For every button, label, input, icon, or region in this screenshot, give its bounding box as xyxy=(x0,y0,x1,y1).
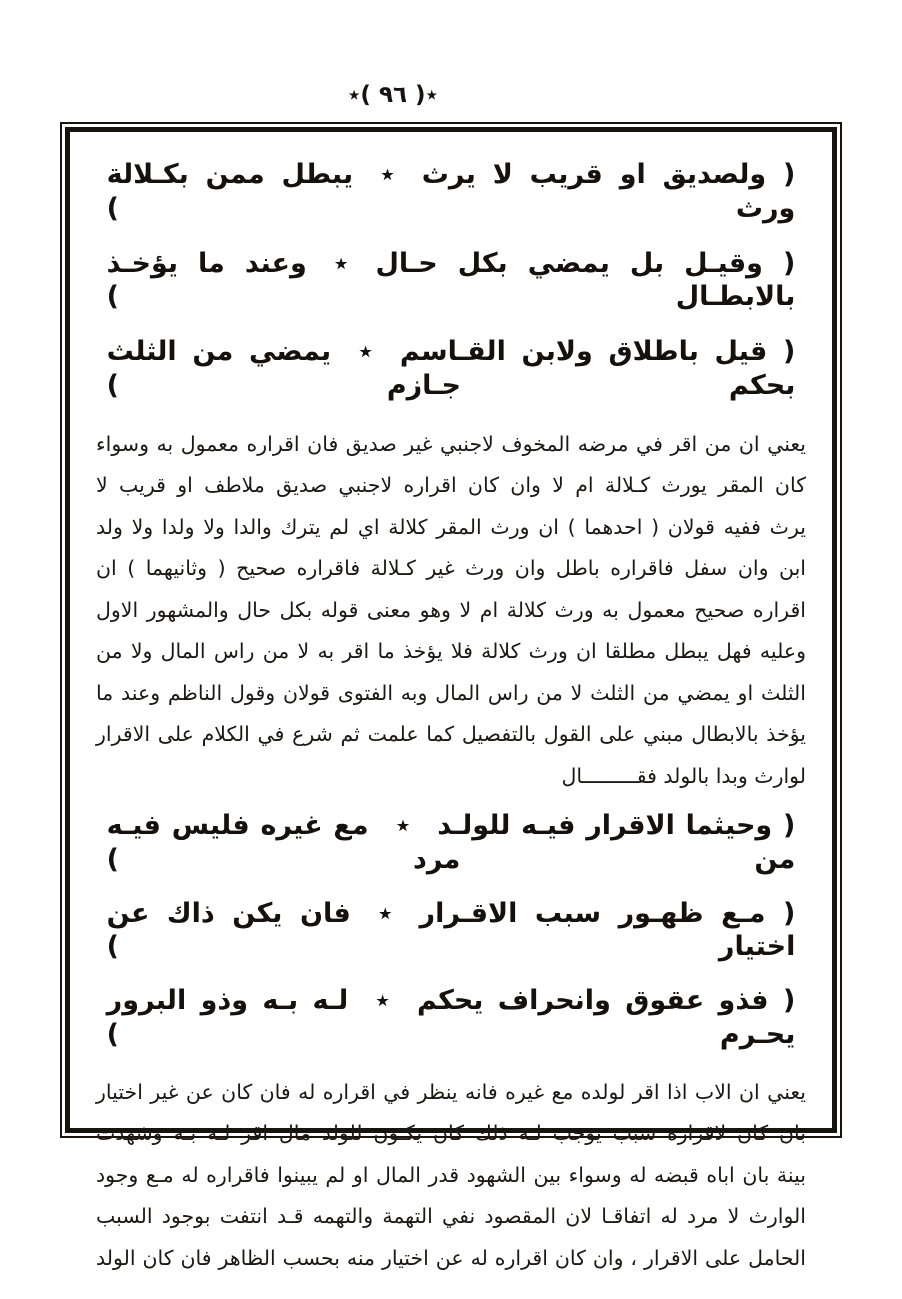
commentary-second xyxy=(96,1072,806,1280)
verse-line-2: ( وقيـل بل يمضي بكل حـال ٭ وعند ما يؤخـذ بالابطـال ) xyxy=(106,247,796,313)
verse-line-6: ( فذو عقوق وانحراف يحكم ٭ لـه بـه وذو البرور يحـرم ) xyxy=(106,985,796,1050)
commentary-line: يعني ان من اقر في مرضه المخوف لاجنبي غير صديق فان اقراره معمول به وسواء xyxy=(96,431,806,456)
commentary-line: الوارث لا مرد له اتفاقـا لان المقصود نفي التهمة والتهمه قـد انتفت بوجود السبب xyxy=(96,1204,806,1228)
commentary-line: الثلث او يمضي من الثلث لا من راس المال وبه الفتوى قولان وقول الناظم وعند ما xyxy=(96,680,806,705)
commentary-line: اقراره صحيح معمول به ورث كلالة ام لا وهو معنى قوله بكل حال والمشهور الاول xyxy=(96,597,806,622)
commentary-line: الحامل على الاقرار ، وان كان اقراره له عن اختيار منه بحسب الظاهر فان كان الولد xyxy=(96,1245,806,1270)
commentary-first xyxy=(96,424,806,798)
commentary-line: كان المقر يورث كـلالة ام لا وان كان اقراره لاجنبي صديق ملاطف او قريب لا xyxy=(96,473,806,497)
page-number: ٭( ٩٦ )٭ xyxy=(347,82,439,108)
commentary-line: بينة بان اباه قبضه له وسواء بين الشهود قدر المال او لم يبينوا فاقراره له مـع وجود xyxy=(96,1162,806,1187)
commentary-line: ابن وان سفل فاقراره باطل وان ورث غير كـلالة فاقراره صحيح ( وثانيهما ) ان xyxy=(96,556,806,580)
commentary-line: يعني ان الاب اذا اقر لولده مع غيره فانه ينظر في اقراره له فان كان عن غير اختيار xyxy=(96,1079,806,1104)
verse-line-3: ( قيل باطلاق ولابن القـاسم ٭ يمضي من الثلث بحكم جـازم ) xyxy=(106,336,796,401)
verse-line-4: ( وحيثما الاقرار فيـه للولـد ٭ مع غيره فليس فيـه من مرد ) xyxy=(106,810,796,875)
commentary-line: وعليه فهل يبطل مطلقا ان ورث كلالة فلا يؤخذ ما اقر به لا من راس المال ولا من xyxy=(96,639,806,663)
page-frame-inner xyxy=(65,127,837,1270)
commentary-line: بان كان لاقراره سبب يوجب لـه ذلك كان يكـون للولد مال اقر لـه بـه وشهدت xyxy=(96,1121,806,1145)
book-page xyxy=(0,82,902,1270)
commentary-line-last: لوارث وبدا بالولد فقـــــــــال xyxy=(561,763,806,788)
verse-line-1: ( ولصديق او قريب لا يرث ٭ يبطل ممن بكـلالة ورث ) xyxy=(106,159,796,224)
verse-group-middle xyxy=(96,809,806,1052)
page-frame xyxy=(60,122,842,1270)
commentary-line: يؤخذ بالابطال مبني على القول بالتفصيل كما علمت ثم شرع في الكلام على الاقرار xyxy=(96,722,806,746)
verse-line-5: ( مـع ظهـور سبب الاقـرار ٭ فان يكن ذاك عن اختيار ) xyxy=(106,897,796,963)
commentary-line: يرث ففيه قولان ( احدهما ) ان ورث المقر كلالة اي لم يترك والدا ولا ولدا ولا ولد xyxy=(96,514,806,539)
verse-group-top xyxy=(96,158,806,403)
